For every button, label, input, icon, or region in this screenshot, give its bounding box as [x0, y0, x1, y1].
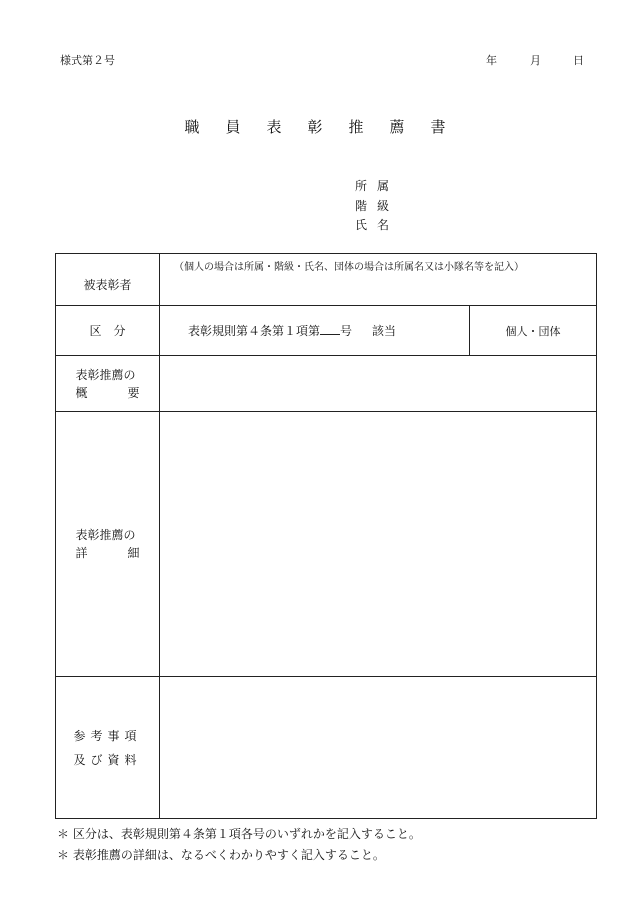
category-field[interactable] [160, 306, 470, 356]
category-row [56, 306, 597, 356]
applicant-block [355, 177, 399, 236]
applicant-affiliation-label: 所属 [355, 179, 400, 193]
category-applicable: 該当 [372, 324, 397, 338]
category-number-blank[interactable] [320, 323, 340, 335]
reference-label-line2: 及び資料 [73, 752, 142, 767]
date-month-label: 月 [530, 54, 541, 67]
summary-label-char1: 概 [75, 385, 88, 400]
nominee-note: （個人の場合は所属・階級・氏名、団体の場合は所属名又は小隊名等を記入） [174, 262, 524, 273]
nominee-field[interactable] [160, 254, 597, 306]
category-text-before: 表彰規則第４条第１項第 [188, 324, 321, 338]
reference-row [56, 677, 597, 819]
detail-label-char2: 細 [127, 546, 140, 560]
detail-label-line1: 表彰推薦の [75, 528, 136, 542]
date-day-label: 日 [573, 54, 584, 67]
detail-field[interactable] [160, 412, 597, 677]
detail-label [56, 412, 160, 677]
notes [57, 824, 421, 866]
detail-row [56, 412, 597, 677]
summary-row [56, 356, 597, 412]
category-type-field[interactable] [470, 306, 597, 356]
recommendation-table [55, 253, 597, 819]
reference-label-line1: 参考事項 [73, 728, 142, 743]
nominee-row [56, 254, 597, 306]
category-label [56, 306, 160, 356]
form-number: 様式第２号 [60, 54, 115, 67]
summary-field[interactable] [160, 356, 597, 412]
reference-field[interactable] [160, 677, 597, 819]
date-year-label: 年 [486, 54, 497, 67]
note-item: ＊ 表彰推薦の詳細は、なるべくわかりやすく記入すること。 [57, 848, 385, 862]
summary-label [56, 356, 160, 412]
category-label-text: 区 分 [89, 324, 126, 338]
summary-label-line1: 表彰推薦の [75, 367, 136, 382]
applicant-rank-label: 階級 [355, 198, 400, 213]
summary-label-char2: 要 [127, 385, 140, 400]
category-text-after: 号 [340, 324, 353, 338]
reference-label [56, 677, 160, 819]
document-title: 職員表彰推薦書 [184, 118, 472, 136]
note-item: ＊ 区分は、表彰規則第４条第１項各号のいずれかを記入すること。 [57, 827, 421, 841]
nominee-label: 被表彰者 [56, 254, 160, 306]
applicant-name-label: 氏名 [355, 218, 400, 232]
detail-label-char1: 詳 [75, 546, 88, 560]
category-type-text: 個人・団体 [505, 324, 561, 338]
